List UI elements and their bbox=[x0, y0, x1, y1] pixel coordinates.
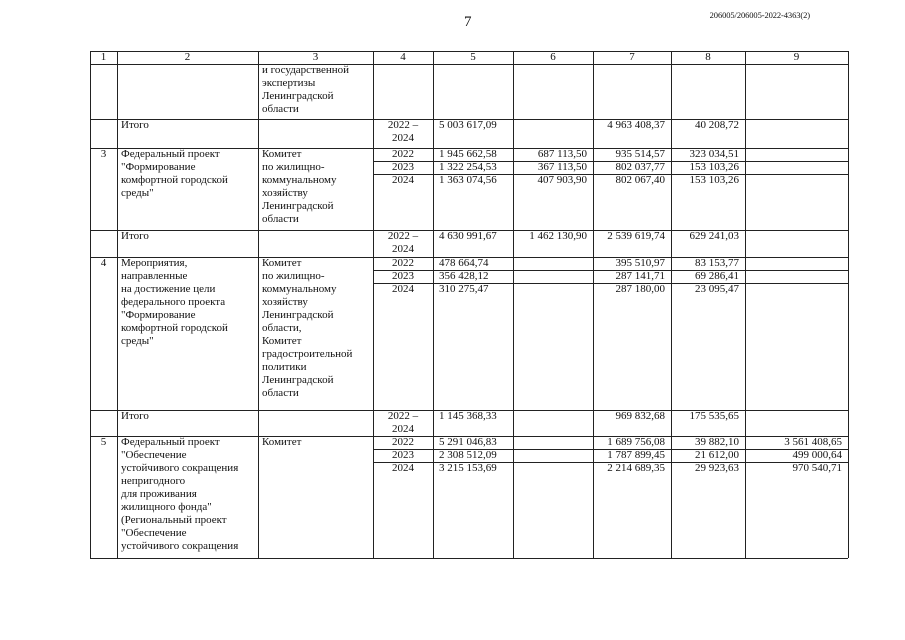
event-name: Итого bbox=[121, 410, 149, 422]
event-name: Федеральный проект "Обеспечение устойчивого сокращения непригодного для проживания жилищного фонда" (Региональный проект "Обеспечение устойчивого сокращения bbox=[121, 436, 239, 552]
column-header-7: 7 bbox=[629, 51, 635, 63]
column-header-6: 6 bbox=[550, 51, 556, 63]
responsible-executor: Комитет bbox=[262, 436, 302, 448]
amount-cell: 323 034,51 bbox=[689, 148, 739, 160]
column-header-8: 8 bbox=[705, 51, 711, 63]
column-header-3: 3 bbox=[312, 51, 319, 63]
amount-cell: 1 363 074,56 bbox=[439, 174, 497, 186]
amount-cell: 287 180,00 bbox=[615, 283, 665, 295]
column-header-5: 5 bbox=[470, 51, 476, 63]
amount-cell: 499 000,64 bbox=[792, 449, 842, 461]
responsible-executor: Комитет по жилищно- коммунальному хозяйству Ленинградской области, Комитет градостроительной политики Ленинградской области bbox=[262, 257, 353, 399]
amount-cell: 83 153,77 bbox=[695, 257, 739, 269]
amount-cell: 802 037,77 bbox=[615, 161, 665, 173]
amount-cell: 970 540,71 bbox=[792, 462, 842, 474]
amount-cell: 1 945 662,58 bbox=[439, 148, 497, 160]
year-cell: 2024 bbox=[392, 174, 414, 186]
amount-cell: 175 535,65 bbox=[689, 410, 739, 422]
event-name: Итого bbox=[121, 230, 149, 242]
amount-cell: 39 882,10 bbox=[695, 436, 739, 448]
year-cell: 2022 bbox=[392, 257, 414, 269]
event-name: Итого bbox=[121, 119, 149, 131]
amount-cell: 356 428,12 bbox=[439, 270, 489, 282]
amount-cell: 2 539 619,74 bbox=[607, 230, 665, 242]
column-border bbox=[258, 51, 259, 558]
row-number: 4 bbox=[100, 257, 107, 269]
document-registration-code: 206005/206005-2022-4363(2) bbox=[709, 10, 810, 20]
column-border bbox=[513, 51, 514, 558]
amount-cell: 40 208,72 bbox=[695, 119, 739, 131]
column-border bbox=[117, 51, 118, 558]
row-border bbox=[90, 64, 848, 65]
amount-cell: 29 923,63 bbox=[695, 462, 739, 474]
column-border bbox=[745, 51, 746, 558]
amount-cell: 1 462 130,90 bbox=[529, 230, 587, 242]
amount-cell: 2 308 512,09 bbox=[439, 449, 497, 461]
column-header-9: 9 bbox=[793, 51, 800, 63]
amount-cell: 935 514,57 bbox=[615, 148, 665, 160]
amount-cell: 4 963 408,37 bbox=[607, 119, 665, 131]
amount-cell: 802 067,40 bbox=[615, 174, 665, 186]
amount-cell: 2 214 689,35 bbox=[607, 462, 665, 474]
amount-cell: 395 510,97 bbox=[615, 257, 665, 269]
amount-cell: 3 215 153,69 bbox=[439, 462, 497, 474]
year-cell: 2022 – 2024 bbox=[387, 410, 419, 435]
year-cell: 2024 bbox=[392, 283, 414, 295]
year-cell: 2022 bbox=[392, 436, 414, 448]
amount-cell: 5 291 046,83 bbox=[439, 436, 497, 448]
event-name: Федеральный проект "Формирование комфортной городской среды" bbox=[121, 148, 228, 199]
amount-cell: 69 286,41 bbox=[695, 270, 739, 282]
amount-cell: 287 141,71 bbox=[615, 270, 665, 282]
year-cell: 2024 bbox=[392, 462, 414, 474]
amount-cell: 1 689 756,08 bbox=[607, 436, 665, 448]
year-cell: 2023 bbox=[392, 161, 414, 173]
column-border bbox=[848, 51, 849, 558]
amount-cell: 21 612,00 bbox=[695, 449, 739, 461]
column-border bbox=[433, 51, 434, 558]
year-cell: 2022 – 2024 bbox=[387, 230, 419, 255]
amount-cell: 687 113,50 bbox=[537, 148, 587, 160]
amount-cell: 407 903,90 bbox=[537, 174, 587, 186]
row-number: 3 bbox=[100, 148, 107, 160]
column-header-4: 4 bbox=[400, 51, 406, 63]
amount-cell: 3 561 408,65 bbox=[784, 436, 842, 448]
amount-cell: 1 145 368,33 bbox=[439, 410, 497, 422]
amount-cell: 969 832,68 bbox=[615, 410, 665, 422]
amount-cell: 310 275,47 bbox=[439, 283, 489, 295]
column-header-1: 1 bbox=[100, 51, 107, 63]
amount-cell: 629 241,03 bbox=[689, 230, 739, 242]
responsible-executor: и государственной экспертизы Ленинградской области bbox=[262, 64, 350, 115]
amount-cell: 153 103,26 bbox=[689, 174, 739, 186]
event-name: Мероприятия, направленные на достижение цели федерального проекта "Формирование комфортной городской среды" bbox=[121, 257, 228, 347]
amount-cell: 1 322 254,53 bbox=[439, 161, 497, 173]
amount-cell: 153 103,26 bbox=[689, 161, 739, 173]
amount-cell: 5 003 617,09 bbox=[439, 119, 497, 131]
amount-cell: 367 113,50 bbox=[537, 161, 587, 173]
amount-cell: 4 630 991,67 bbox=[439, 230, 497, 242]
row-number: 5 bbox=[100, 436, 107, 448]
year-cell: 2022 bbox=[392, 148, 414, 160]
amount-cell: 478 664,74 bbox=[439, 257, 489, 269]
responsible-executor: Комитет по жилищно- коммунальному хозяйству Ленинградской области bbox=[262, 148, 337, 225]
amount-cell: 1 787 899,45 bbox=[607, 449, 665, 461]
year-cell: 2023 bbox=[392, 270, 414, 282]
amount-cell: 23 095,47 bbox=[695, 283, 739, 295]
row-border bbox=[90, 558, 848, 559]
year-cell: 2023 bbox=[392, 449, 414, 461]
column-border bbox=[90, 51, 91, 558]
year-cell: 2022 – 2024 bbox=[387, 119, 419, 144]
page-number: 7 bbox=[464, 14, 472, 30]
column-header-2: 2 bbox=[184, 51, 191, 63]
